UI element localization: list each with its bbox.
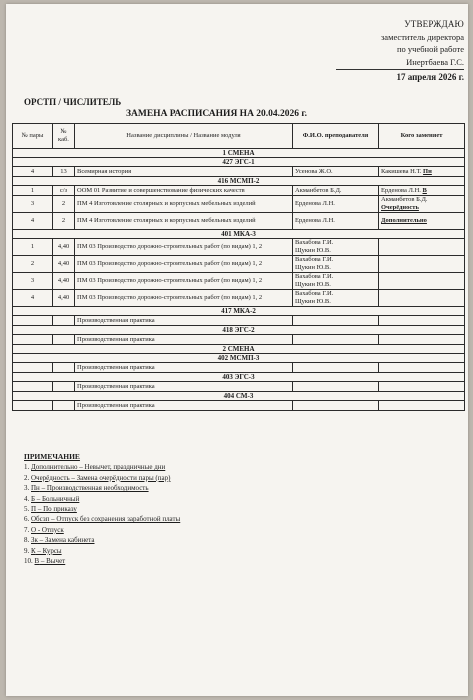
cell-discipline: ООМ 01 Развитие и совершенствование физических качеств — [75, 186, 293, 196]
cell-kab — [53, 335, 75, 345]
group-name: 403 ЭГС-3 — [13, 373, 465, 382]
cell-para — [13, 316, 53, 326]
document-sheet — [6, 4, 468, 696]
cell-teacher — [293, 290, 379, 307]
cell-para — [13, 382, 53, 392]
cell-kab: 4,40 — [53, 290, 75, 307]
cell-kab: 2 — [53, 213, 75, 230]
group-row — [13, 158, 465, 167]
table-row — [13, 256, 465, 273]
cell-teacher — [293, 363, 379, 373]
group-row — [13, 373, 465, 382]
note-number: 4. — [24, 494, 30, 503]
replaced-teacher: Какишева Н.Т. — [381, 167, 422, 175]
group-name: 418 ЭГС-2 — [13, 326, 465, 335]
approve-position: заместитель директора — [380, 31, 464, 42]
notes-block — [24, 452, 180, 566]
note-number: 6. — [24, 515, 30, 524]
document-title: ЗАМЕНА РАСПИСАНИЯ НА 20.04.2026 г. — [126, 109, 308, 119]
cell-kab: 4,40 — [53, 239, 75, 256]
cell-replaces — [379, 256, 465, 273]
header-para: № пары — [13, 124, 53, 149]
cell-kab — [53, 363, 75, 373]
cell-para: 1 — [13, 186, 53, 196]
note-key: Б — [31, 494, 36, 503]
note-text: - Отпуск — [36, 525, 64, 534]
cell-replaces — [379, 196, 465, 213]
cell-para — [13, 335, 53, 345]
cell-replaces — [379, 239, 465, 256]
teacher-name: Вахабова Г.И. — [295, 290, 334, 297]
note-key: К — [31, 546, 36, 555]
cell-replaces — [379, 401, 465, 411]
cell-teacher — [293, 335, 379, 345]
note-item — [24, 525, 180, 535]
reason-code: Очерёдность — [381, 204, 419, 211]
group-name: 404 СМ-3 — [13, 392, 465, 401]
table-row — [13, 316, 465, 326]
teacher-name: Щукин Ю.В. — [295, 281, 331, 288]
note-text: – Невычет, праздничные дни — [77, 463, 166, 472]
cell-teacher — [293, 401, 379, 411]
cell-replaces — [379, 273, 465, 290]
table-row — [13, 239, 465, 256]
cell-discipline: Производственная практика — [75, 316, 293, 326]
cell-kab — [53, 401, 75, 411]
note-key: Обсзп — [31, 515, 50, 524]
cell-replaces — [379, 186, 465, 196]
cell-replaces — [379, 316, 465, 326]
cell-discipline: ПМ 4 Изготовление столярных и корпусных мебельных изделий — [75, 196, 293, 213]
table-header — [13, 124, 465, 149]
note-item — [24, 556, 180, 566]
note-item — [24, 504, 180, 514]
cell-para: 4 — [13, 167, 53, 177]
note-text: – Вычет — [39, 557, 66, 566]
cell-para: 3 — [13, 196, 53, 213]
note-number: 1. — [24, 463, 30, 472]
notes-title: ПРИМЕЧАНИЕ — [24, 452, 80, 461]
cell-replaces — [379, 167, 465, 177]
note-item — [24, 473, 180, 483]
approve-date: 17 апреля 2026 г. — [396, 72, 464, 82]
table-row — [13, 167, 465, 177]
reason-code: В — [422, 186, 427, 194]
cell-replaces — [379, 382, 465, 392]
shift-label: 1 СМЕНА — [13, 149, 465, 158]
group-name: 402 МСМП-3 — [13, 354, 465, 363]
cell-kab: 4,40 — [53, 273, 75, 290]
note-key: Дополнительно — [31, 463, 78, 472]
note-text: – По приказу — [36, 505, 77, 514]
approve-name: Инертбаева Г.С. — [336, 56, 464, 71]
table-row — [13, 382, 465, 392]
cell-teacher: Ерденова Л.Н. — [293, 196, 379, 213]
group-row — [13, 307, 465, 316]
cell-para: 4 — [13, 290, 53, 307]
header-kab: № каб. — [53, 124, 75, 149]
cell-kab: с/з — [53, 186, 75, 196]
group-row — [13, 326, 465, 335]
note-key: Очерёдность — [31, 473, 70, 482]
note-key: Пн — [31, 484, 40, 493]
group-name: 416 МСМП-2 — [13, 177, 465, 186]
cell-teacher — [293, 382, 379, 392]
note-number: 10. — [24, 557, 33, 566]
note-text: – Замена очерёдности пары (пар) — [69, 473, 171, 482]
cell-teacher: Акманбетов Б.Д. — [293, 186, 379, 196]
note-number: 3. — [24, 484, 30, 493]
note-item — [24, 535, 180, 545]
shift-row — [13, 345, 465, 354]
cell-discipline: Производственная практика — [75, 401, 293, 411]
cell-para: 4 — [13, 213, 53, 230]
cell-discipline: ПМ 03 Производство дорожно-строительных работ (по видам) 1, 2 — [75, 273, 293, 290]
note-number: 2. — [24, 473, 30, 482]
approve-position-2: по учебной работе — [397, 44, 464, 54]
department-label: ОРСТП / ЧИСЛИТЕЛЬ — [24, 97, 122, 107]
teacher-name: Вахабова Г.И. — [295, 239, 334, 246]
cell-teacher — [293, 256, 379, 273]
cell-teacher: Ерденова Л.Н. — [293, 213, 379, 230]
replaced-teacher: Ерденова Л.Н. — [381, 186, 421, 194]
table-row — [13, 290, 465, 307]
cell-discipline: ПМ 03 Производство дорожно-строительных работ (по видам) 1, 2 — [75, 256, 293, 273]
note-number: 9. — [24, 546, 30, 555]
cell-discipline: Производственная практика — [75, 363, 293, 373]
replacement-table — [12, 123, 465, 411]
table-row — [13, 335, 465, 345]
group-name: 427 ЭГС-1 — [13, 158, 465, 167]
cell-discipline: Производственная практика — [75, 335, 293, 345]
note-number: 8. — [24, 536, 30, 545]
cell-discipline: Всемирная история — [75, 167, 293, 177]
table-row — [13, 213, 465, 230]
cell-teacher — [293, 316, 379, 326]
header-discipline: Название дисциплины / Название модуля — [75, 124, 293, 149]
cell-kab: 2 — [53, 196, 75, 213]
note-key: П — [31, 505, 37, 514]
cell-para: 2 — [13, 256, 53, 273]
group-row — [13, 354, 465, 363]
cell-kab — [53, 382, 75, 392]
group-row — [13, 177, 465, 186]
replaced-teacher: Акманбетов Б.Д. — [381, 196, 428, 203]
table-row — [13, 196, 465, 213]
group-name: 401 МКА-3 — [13, 230, 465, 239]
shift-row — [13, 149, 465, 158]
cell-para — [13, 363, 53, 373]
header-teacher: Ф.И.О. преподавателя — [293, 124, 379, 149]
cell-kab: 13 — [53, 167, 75, 177]
note-text: – Больничный — [35, 494, 80, 503]
note-item — [24, 494, 180, 504]
cell-kab: 4,40 — [53, 256, 75, 273]
cell-teacher: Усенова Ж.О. — [293, 167, 379, 177]
shift-label: 2 СМЕНА — [13, 345, 465, 354]
cell-discipline: ПМ 4 Изготовление столярных и корпусных мебельных изделий — [75, 213, 293, 230]
teacher-name: Щукин Ю.В. — [295, 247, 331, 254]
approve-heading: УТВЕРЖДАЮ — [404, 19, 464, 29]
note-number: 7. — [24, 525, 30, 534]
teacher-name: Щукин Ю.В. — [295, 264, 331, 271]
table-row — [13, 363, 465, 373]
header-replaces: Кого заменяет — [379, 124, 465, 149]
cell-replaces — [379, 290, 465, 307]
group-row — [13, 230, 465, 239]
cell-replaces — [379, 335, 465, 345]
cell-para: 3 — [13, 273, 53, 290]
teacher-name: Вахабова Г.И. — [295, 256, 334, 263]
cell-replaces — [379, 363, 465, 373]
group-row — [13, 392, 465, 401]
table-row — [13, 186, 465, 196]
note-text: – Замена кабинета — [37, 536, 95, 545]
teacher-name: Вахабова Г.И. — [295, 273, 334, 280]
cell-replaces — [379, 213, 465, 230]
group-name: 417 МКА-2 — [13, 307, 465, 316]
teacher-name: Щукин Ю.В. — [295, 298, 331, 305]
note-item — [24, 462, 180, 472]
note-key: Зк — [31, 536, 38, 545]
note-key: В — [34, 557, 40, 566]
cell-discipline: ПМ 03 Производство дорожно-строительных работ (по видам) 1, 2 — [75, 290, 293, 307]
cell-para: 1 — [13, 239, 53, 256]
note-item — [24, 514, 180, 524]
cell-kab — [53, 316, 75, 326]
table-row — [13, 273, 465, 290]
reason-code: Дополнительно — [381, 217, 427, 224]
cell-teacher — [293, 273, 379, 290]
note-text: – Производственная необходимость — [39, 484, 149, 493]
note-item — [24, 483, 180, 493]
cell-discipline: Производственная практика — [75, 382, 293, 392]
cell-teacher — [293, 239, 379, 256]
reason-code: Пн — [423, 167, 432, 175]
table-row — [13, 401, 465, 411]
note-text: – Курсы — [35, 546, 62, 555]
cell-discipline: ПМ 03 Производство дорожно-строительных работ (по видам) 1, 2 — [75, 239, 293, 256]
note-item — [24, 546, 180, 556]
note-key: О — [31, 525, 37, 534]
note-number: 5. — [24, 505, 30, 514]
note-text: – Отпуск без сохранения заработной платы — [49, 515, 181, 524]
approval-block — [336, 18, 464, 84]
cell-para — [13, 401, 53, 411]
